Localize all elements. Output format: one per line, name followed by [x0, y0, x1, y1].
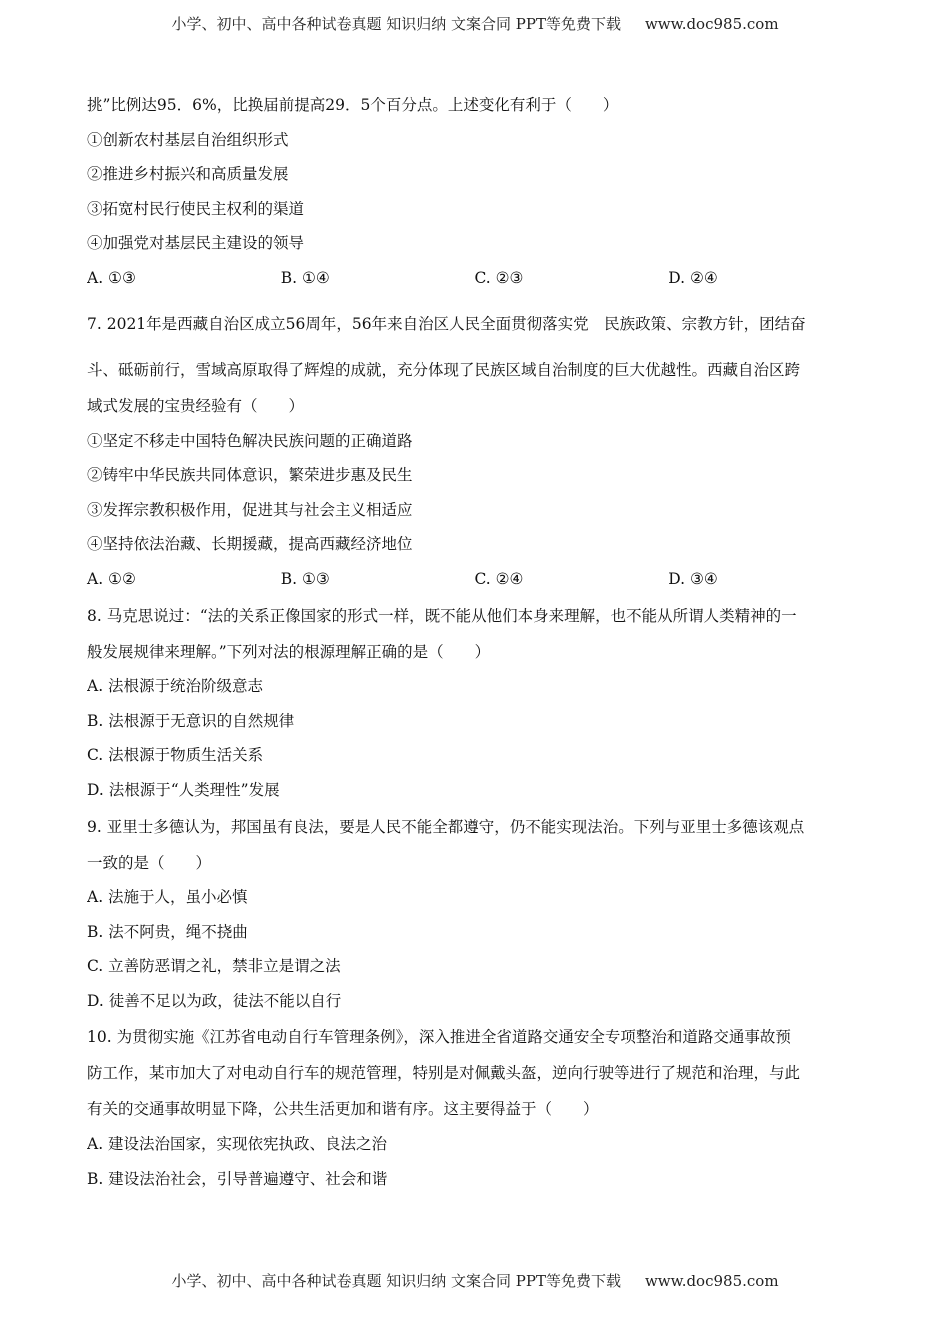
question-8-stem-line-2: 般发展规律来理解。”下列对法的根源理解正确的是（ ） — [87, 642, 491, 661]
question-10-stem-line-3: 有关的交通事故明显下降，公共生活更加和谐有序。这主要得益于（ ） — [87, 1100, 599, 1119]
exam-content — [87, 88, 862, 1196]
question-9-option-c[interactable]: C. 立善防恶谓之礼，禁非立是谓之法 — [87, 957, 341, 976]
question-7-stem-line-1: 7. 2021年是西藏自治区成立56周年，56年来自治区人民全面贯彻落实党 民族政策、宗教方针，团结奋 — [87, 314, 806, 333]
question-7-item-2: ②铸牢中华民族共同体意识，繁荣进步惠及民生 — [87, 466, 413, 485]
question-6-item-4: ④加强党对基层民主建设的领导 — [87, 234, 305, 253]
page-footer-banner — [0, 1270, 950, 1291]
question-6-item-2: ②推进乡村振兴和高质量发展 — [87, 165, 289, 184]
question-9-option-b[interactable]: B. 法不阿贵，绳不挠曲 — [87, 922, 248, 941]
header-text: 小学、初中、高中各种试卷真题 知识归纳 文案合同 PPT等免费下载 — [171, 15, 621, 33]
question-10-stem-line-1: 10. 为贯彻实施《江苏省电动自行车管理条例》，深入推进全省道路交通安全专项整治和道路交通事故预 — [87, 1028, 791, 1047]
question-9 — [87, 808, 862, 1019]
question-8-option-c[interactable]: C. 法根源于物质生活关系 — [87, 746, 264, 765]
question-7-option-d[interactable]: D. ③④ — [668, 569, 718, 588]
question-7-stem-line-3: 域式发展的宝贵经验有（ ） — [87, 396, 305, 415]
question-9-stem-line-1: 9. 亚里士多德认为，邦国虽有良法，要是人民不能全都遵守，仍不能实现法治。下列与亚里士多德该观点 — [87, 817, 805, 836]
question-8-option-a[interactable]: A. 法根源于统治阶级意志 — [87, 677, 264, 696]
question-7-option-a[interactable]: A. ①② — [87, 569, 136, 588]
question-6-option-a[interactable]: A. ①③ — [87, 268, 136, 287]
question-7-item-4: ④坚持依法治藏、长期援藏，提高西藏经济地位 — [87, 535, 413, 554]
question-8 — [87, 597, 862, 808]
question-6-option-c[interactable]: C. ②③ — [474, 268, 524, 287]
question-7 — [87, 307, 862, 597]
question-10-option-b[interactable]: B. 建设法治社会，引导普遍遵守、社会和谐 — [87, 1169, 388, 1188]
question-8-option-d[interactable]: D. 法根源于“人类理性”发展 — [87, 780, 280, 799]
question-8-stem-line-1: 8. 马克思说过：“法的关系正像国家的形式一样，既不能从他们本身来理解，也不能从所谓人类精神的一 — [87, 606, 797, 625]
question-10 — [87, 1018, 862, 1196]
question-6-item-3: ③拓宽村民行使民主权利的渠道 — [87, 199, 305, 218]
question-9-stem-line-2: 一致的是（ ） — [87, 853, 212, 872]
question-6-options — [87, 261, 862, 307]
question-7-stem-line-2: 斗、砥砺前行，雪域高原取得了辉煌的成就，充分体现了民族区域自治制度的巨大优越性。西藏自治区跨 — [87, 360, 801, 379]
footer-site-link[interactable]: www.doc985.com — [644, 1272, 779, 1290]
question-6-item-1: ①创新农村基层自治组织形式 — [87, 130, 289, 149]
question-7-option-c[interactable]: C. ②④ — [474, 569, 524, 588]
question-6-option-b[interactable]: B. ①④ — [280, 268, 330, 287]
question-7-item-1: ①坚定不移走中国特色解决民族问题的正确道路 — [87, 431, 413, 450]
question-7-option-b[interactable]: B. ①③ — [280, 569, 330, 588]
question-7-item-3: ③发挥宗教积极作用，促进其与社会主义相适应 — [87, 500, 413, 519]
question-10-option-a[interactable]: A. 建设法治国家，实现依宪执政、良法之治 — [87, 1135, 388, 1154]
question-7-options — [87, 562, 862, 597]
question-6-stem-tail: 挑”比例达95．6%，比换届前提高29．5个百分点。上述变化有利于（ ） — [87, 96, 619, 114]
footer-text: 小学、初中、高中各种试卷真题 知识归纳 文案合同 PPT等免费下载 — [171, 1272, 621, 1290]
question-10-stem-line-2: 防工作，某市加大了对电动自行车的规范管理，特别是对佩戴头盔，逆向行驶等进行了规范和治理，与此 — [87, 1064, 801, 1083]
question-6-option-d[interactable]: D. ②④ — [668, 268, 718, 287]
question-9-option-a[interactable]: A. 法施于人，虽小必慎 — [87, 888, 248, 907]
question-8-option-b[interactable]: B. 法根源于无意识的自然规律 — [87, 711, 295, 730]
header-site-link[interactable]: www.doc985.com — [644, 15, 779, 33]
question-9-option-d[interactable]: D. 徒善不足以为政，徒法不能以自行 — [87, 991, 342, 1010]
page-header-banner — [0, 13, 950, 34]
question-6 — [87, 88, 862, 307]
